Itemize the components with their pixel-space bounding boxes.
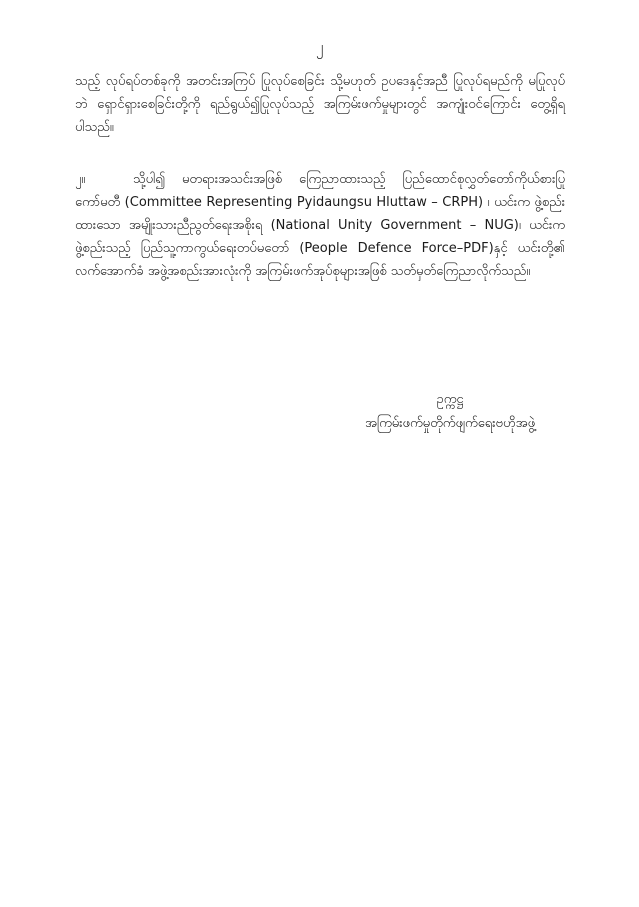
paragraph-2 [75,168,565,283]
signature-block [330,388,570,436]
paragraph-2-number: ၂။ [75,172,86,187]
paragraph-2-text: သို့ပါ၍ မတရားအသင်းအဖြစ် ကြေညာထားသည့် ပြည်ထောင်စုလွှတ်တော်ကိုယ်စားပြုကော်မတီ (Committee Representing Pyidaungsu Hluttaw – CRPH) ၊ ယင်းက ဖွဲ့စည်းထားသော အမျိုးသားညီညွတ်ရေးအစိုးရ (National Unity Government – NUG)၊ ယင်းက ဖွဲ့စည်းသည့် ပြည်သူ့ကာကွယ်ရေးတပ်မတော် (People Defence Force–PDF)နှင့် ယင်းတို့၏ လက်အောက်ခံ အဖွဲ့အစည်းအားလုံးကို အကြမ်းဖက်အုပ်စုများအဖြစ် သတ်မှတ်ကြေညာလိုက်သည်။ [75,172,565,279]
signature-organization: အကြမ်းဖက်မှုတိုက်ဖျက်ရေးဗဟိုအဖွဲ့ [364,416,536,431]
paragraph-1: သည့် လုပ်ရပ်တစ်ခုကို အတင်းအကြပ် ပြုလုပ်စေခြင်း သို့မဟုတ် ဥပဒေနှင့်အညီ ပြုလုပ်ရမည်ကို မပြုလုပ်ဘဲ ရှောင်ရှားစေခြင်းတို့ကို ရည်ရွယ်၍ပြုလုပ်သည့် အကြမ်းဖက်မှုများတွင် အကျုံးဝင်ကြောင်း တွေ့ရှိရပါသည်။ [75,74,565,135]
signature-title: ဥက္ကဋ္ဌ [436,392,464,407]
page-number: ၂ [315,38,324,56]
